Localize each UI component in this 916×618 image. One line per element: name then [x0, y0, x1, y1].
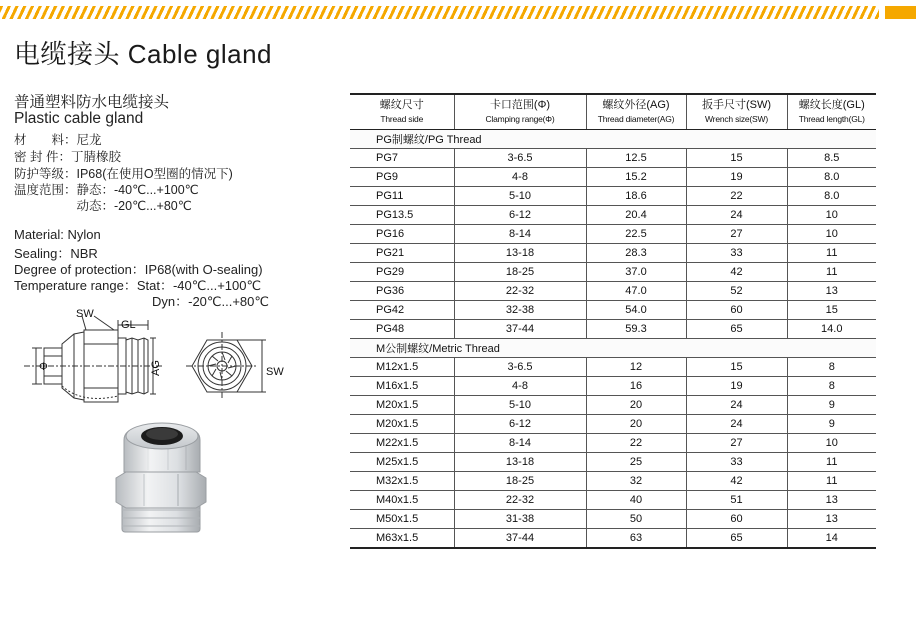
header-thread-diameter-cn: 螺纹外径(AG) — [602, 99, 670, 111]
table-cell: M20x1.5 — [350, 396, 454, 415]
table-cell: 13 — [787, 491, 876, 510]
table-cell: 4-8 — [454, 168, 586, 187]
table-cell: 5-10 — [454, 187, 586, 206]
table-cell: PG7 — [350, 149, 454, 168]
table-cell: 51 — [686, 491, 787, 510]
table-row — [350, 168, 876, 187]
spec-temp-dynamic-en: Dyn：-20℃...+80℃ — [152, 294, 269, 309]
table-cell: 6-12 — [454, 415, 586, 434]
header-thread-length-cn: 螺纹长度(GL) — [798, 99, 865, 111]
table-cell: 24 — [686, 206, 787, 225]
header-thread-diameter-en: Thread diameter(AG) — [597, 114, 675, 124]
spec-temp-static-cn: 温度范围：静态：-40℃...+100℃ — [14, 183, 199, 197]
table-cell: 8.0 — [787, 187, 876, 206]
table-row — [350, 358, 876, 377]
table-row — [350, 282, 876, 301]
product-subtitle-cn: 普通塑料防水电缆接头 — [14, 94, 170, 111]
table-row — [350, 491, 876, 510]
table-cell: 37-44 — [454, 529, 586, 549]
table-cell: M25x1.5 — [350, 453, 454, 472]
header-thread-size-en: Thread side — [380, 114, 424, 124]
table-cell: 10 — [787, 434, 876, 453]
table-cell: 37.0 — [586, 263, 686, 282]
table-cell: 24 — [686, 415, 787, 434]
table-cell: 22-32 — [454, 282, 586, 301]
table-cell: 27 — [686, 225, 787, 244]
specification-table — [350, 93, 876, 549]
table-cell: 15.2 — [586, 168, 686, 187]
table-cell: 37-44 — [454, 320, 586, 339]
table-cell: PG21 — [350, 244, 454, 263]
table-cell: 11 — [787, 244, 876, 263]
table-cell: 8 — [787, 358, 876, 377]
table-cell: 10 — [787, 206, 876, 225]
table-cell: 28.3 — [586, 244, 686, 263]
table-row — [350, 472, 876, 491]
table-cell: 8-14 — [454, 225, 586, 244]
spec-material-cn: 材 料：尼龙 — [14, 133, 102, 147]
header-thread-length-en: Thread length(GL) — [798, 114, 865, 124]
table-cell: 18-25 — [454, 263, 586, 282]
drawing-label-sw-top: SW — [76, 308, 94, 320]
table-cell: 8.0 — [787, 168, 876, 187]
header-thread-size-cn: 螺纹尺寸 — [379, 99, 424, 111]
drawing-label-ag: AG — [150, 360, 162, 376]
drawing-label-gl: GL — [121, 319, 136, 331]
table-cell: M12x1.5 — [350, 358, 454, 377]
table-cell: 31-38 — [454, 510, 586, 529]
table-cell: PG13.5 — [350, 206, 454, 225]
table-cell: 10 — [787, 225, 876, 244]
table-cell: 12 — [586, 358, 686, 377]
table-row — [350, 396, 876, 415]
table-cell: 25 — [586, 453, 686, 472]
table-cell: 15 — [787, 301, 876, 320]
table-cell: 3-6.5 — [454, 358, 586, 377]
drawing-label-phi: Φ — [39, 361, 48, 373]
decorative-stripe-band — [0, 6, 879, 19]
table-cell: 65 — [686, 320, 787, 339]
spec-sealing-en: Sealing：NBR — [14, 246, 98, 261]
table-cell: 15 — [686, 358, 787, 377]
table-section-row — [350, 339, 876, 358]
table-cell: 5-10 — [454, 396, 586, 415]
table-cell: 12.5 — [586, 149, 686, 168]
table-cell: PG9 — [350, 168, 454, 187]
table-row — [350, 263, 876, 282]
table-cell: 11 — [787, 472, 876, 491]
table-row — [350, 225, 876, 244]
table-cell: 22 — [686, 187, 787, 206]
table-cell: 11 — [787, 263, 876, 282]
table-row — [350, 529, 876, 549]
table-cell: 11 — [787, 453, 876, 472]
table-cell: M22x1.5 — [350, 434, 454, 453]
table-row — [350, 149, 876, 168]
table-cell: 22.5 — [586, 225, 686, 244]
drawing-label-sw-side: SW — [266, 366, 284, 378]
table-row — [350, 415, 876, 434]
table-cell: 33 — [686, 244, 787, 263]
table-cell: 9 — [787, 396, 876, 415]
table-cell: 9 — [787, 415, 876, 434]
decorative-stripe-end — [885, 6, 916, 19]
table-cell: 13-18 — [454, 453, 586, 472]
spec-temp-dynamic-cn: 动态：-20℃...+80℃ — [14, 199, 192, 213]
table-header-row — [350, 94, 876, 130]
table-row — [350, 320, 876, 339]
table-row — [350, 187, 876, 206]
table-cell: 24 — [686, 396, 787, 415]
page-title: 电缆接头 Cable gland — [14, 39, 272, 69]
table-cell: PG36 — [350, 282, 454, 301]
table-cell: 54.0 — [586, 301, 686, 320]
cable-gland-product-image — [108, 418, 218, 536]
table-cell: 19 — [686, 168, 787, 187]
table-cell: PG29 — [350, 263, 454, 282]
technical-drawing — [22, 308, 302, 413]
table-cell: 27 — [686, 434, 787, 453]
table-cell: 63 — [586, 529, 686, 549]
table-cell: 4-8 — [454, 377, 586, 396]
table-cell: 20.4 — [586, 206, 686, 225]
table-cell: M40x1.5 — [350, 491, 454, 510]
table-cell: 8.5 — [787, 149, 876, 168]
table-cell: PG42 — [350, 301, 454, 320]
table-section-title: PG制螺纹/PG Thread — [350, 130, 876, 149]
table-cell: 14 — [787, 529, 876, 549]
spec-material-en: Material: Nylon — [14, 227, 101, 242]
table-cell: 20 — [586, 415, 686, 434]
table-cell: 6-12 — [454, 206, 586, 225]
table-row — [350, 206, 876, 225]
table-cell: PG16 — [350, 225, 454, 244]
table-cell: 16 — [586, 377, 686, 396]
table-row — [350, 434, 876, 453]
header-wrench-size-cn: 扳手尺寸(SW) — [701, 99, 772, 111]
table-cell: 15 — [686, 149, 787, 168]
table-cell: 65 — [686, 529, 787, 549]
table-row — [350, 301, 876, 320]
table-cell: 13-18 — [454, 244, 586, 263]
table-cell: 14.0 — [787, 320, 876, 339]
table-cell: M20x1.5 — [350, 415, 454, 434]
table-cell: 13 — [787, 510, 876, 529]
table-row — [350, 377, 876, 396]
table-cell: 13 — [787, 282, 876, 301]
table-cell: 47.0 — [586, 282, 686, 301]
table-row — [350, 244, 876, 263]
table-cell: 8 — [787, 377, 876, 396]
table-cell: 40 — [586, 491, 686, 510]
spec-sealing-cn: 密 封 件：丁腈橡胶 — [14, 150, 121, 164]
table-cell: 18.6 — [586, 187, 686, 206]
table-section-title: M公制螺纹/Metric Thread — [350, 339, 876, 358]
table-cell: M63x1.5 — [350, 529, 454, 549]
table-cell: 20 — [586, 396, 686, 415]
table-cell: 18-25 — [454, 472, 586, 491]
header-wrench-size-en: Wrench size(SW) — [705, 114, 768, 124]
table-cell: 60 — [686, 301, 787, 320]
table-cell: M16x1.5 — [350, 377, 454, 396]
table-cell: 32 — [586, 472, 686, 491]
header-clamping-range-en: Clamping range(Φ) — [485, 114, 555, 124]
header-clamping-range-cn: 卡口范围(Φ) — [489, 99, 551, 111]
table-cell: 19 — [686, 377, 787, 396]
table-cell: 52 — [686, 282, 787, 301]
spec-protection-en: Degree of protection：IP68(with O-sealing) — [14, 262, 263, 277]
product-subtitle-en: Plastic cable gland — [14, 110, 144, 127]
table-cell: 59.3 — [586, 320, 686, 339]
table-cell: PG48 — [350, 320, 454, 339]
table-cell: 42 — [686, 472, 787, 491]
table-section-row — [350, 130, 876, 149]
table-cell: 33 — [686, 453, 787, 472]
table-cell: 50 — [586, 510, 686, 529]
table-cell: PG11 — [350, 187, 454, 206]
table-row — [350, 510, 876, 529]
table-cell: M32x1.5 — [350, 472, 454, 491]
table-cell: 22 — [586, 434, 686, 453]
table-cell: 3-6.5 — [454, 149, 586, 168]
spec-protection-cn: 防护等级：IP68(在使用O型圈的情况下) — [14, 167, 233, 181]
table-cell: 42 — [686, 263, 787, 282]
table-row — [350, 453, 876, 472]
table-cell: M50x1.5 — [350, 510, 454, 529]
table-cell: 22-32 — [454, 491, 586, 510]
table-cell: 32-38 — [454, 301, 586, 320]
spec-temp-static-en: Temperature range：Stat：-40℃...+100℃ — [14, 278, 262, 293]
table-cell: 60 — [686, 510, 787, 529]
table-cell: 8-14 — [454, 434, 586, 453]
